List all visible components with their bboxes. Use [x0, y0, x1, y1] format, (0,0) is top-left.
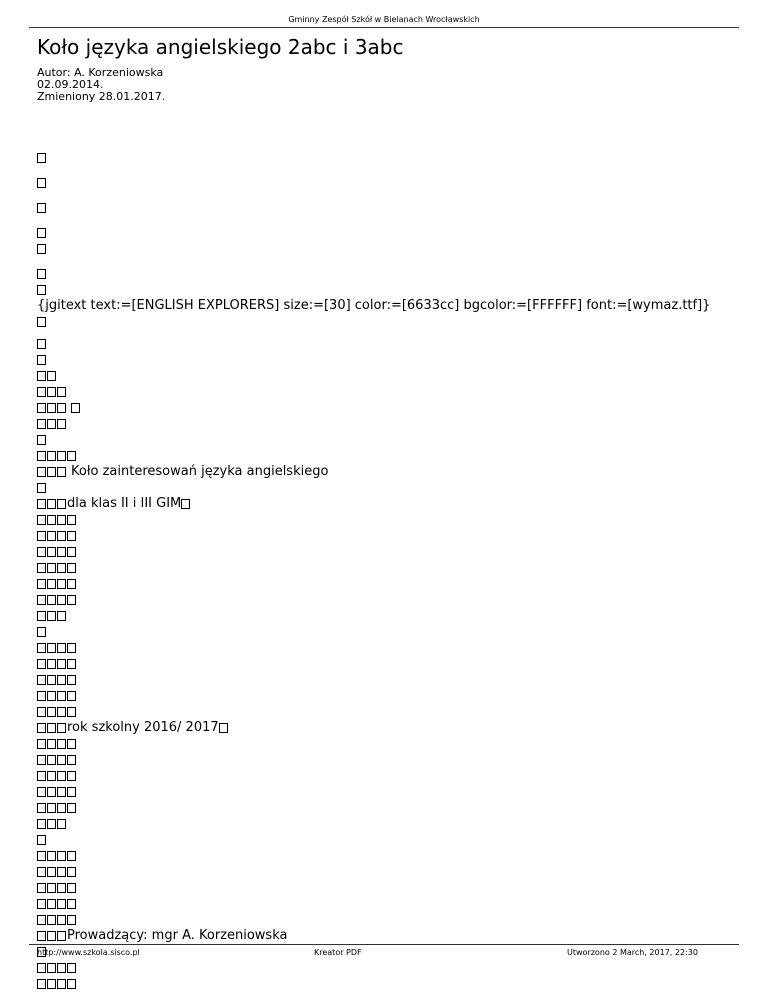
glyph-line: [37, 608, 710, 624]
missing-glyph-icon: [37, 499, 46, 509]
missing-glyph-icon: [37, 675, 46, 685]
missing-glyph-icon: [47, 595, 56, 605]
date-line: 02.09.2014.: [37, 78, 104, 91]
classes-line: [37, 496, 710, 512]
missing-glyph-icon: [37, 515, 46, 525]
missing-glyph-icon: [37, 611, 46, 621]
missing-glyph-icon: [47, 819, 56, 829]
missing-glyph-icon: [47, 787, 56, 797]
missing-glyph-icon: [47, 691, 56, 701]
missing-glyph-icon: [57, 819, 66, 829]
missing-glyph-icon: [67, 899, 76, 909]
missing-glyph-icon: [219, 723, 228, 733]
modified-line: Zmieniony 28.01.2017.: [37, 90, 166, 103]
missing-glyph-icon: [47, 883, 56, 893]
author-line: Autor: A. Korzeniowska: [37, 66, 164, 79]
club-name: Koło zainteresowań języka angielskiego: [71, 464, 329, 479]
page-header: Gminny Zespół Szkół w Bielanach Wrocławskich: [288, 15, 480, 24]
missing-glyph-icon: [47, 499, 56, 509]
missing-glyph-icon: [67, 707, 76, 717]
missing-glyph-icon: [57, 771, 66, 781]
missing-glyph-icon: [37, 467, 46, 477]
missing-glyph-icon: [57, 899, 66, 909]
missing-glyph-icon: [37, 739, 46, 749]
glyph-line: [37, 448, 710, 464]
missing-glyph-icon: [67, 675, 76, 685]
missing-glyph-icon: [47, 915, 56, 925]
glyph-line: [37, 544, 710, 560]
missing-glyph-icon: [37, 285, 46, 295]
school-year-line: [37, 720, 710, 736]
missing-glyph-icon: [37, 531, 46, 541]
glyph-line: [37, 960, 710, 976]
missing-glyph-icon: [57, 595, 66, 605]
missing-glyph-icon: [67, 563, 76, 573]
glyph-line: [37, 752, 710, 768]
missing-glyph-icon: [57, 691, 66, 701]
missing-glyph-icon: [37, 835, 46, 845]
glyph-line: [37, 266, 710, 282]
missing-glyph-icon: [47, 387, 56, 397]
club-name-line: [37, 464, 710, 480]
missing-glyph-icon: [67, 451, 76, 461]
missing-glyph-icon: [47, 771, 56, 781]
glyph-line: [37, 352, 710, 368]
missing-glyph-icon: [37, 803, 46, 813]
missing-glyph-icon: [47, 867, 56, 877]
missing-glyph-icon: [37, 643, 46, 653]
school-year-text: rok szkolny 2016/ 2017: [67, 720, 219, 735]
glyph-line: [37, 688, 710, 704]
glyph-line: [37, 576, 710, 592]
missing-glyph-icon: [57, 803, 66, 813]
missing-glyph-icon: [57, 867, 66, 877]
missing-glyph-icon: [67, 547, 76, 557]
missing-glyph-icon: [37, 627, 46, 637]
glyph-line: [37, 784, 710, 800]
missing-glyph-icon: [67, 867, 76, 877]
missing-glyph-icon: [57, 531, 66, 541]
glyph-line: [37, 832, 710, 848]
glyph-line: [37, 432, 710, 448]
missing-glyph-icon: [57, 387, 66, 397]
missing-glyph-icon: [47, 403, 56, 413]
missing-glyph-icon: [37, 355, 46, 365]
missing-glyph-icon: [47, 755, 56, 765]
glyph-line: [37, 241, 710, 257]
glyph-line: [37, 314, 710, 330]
missing-glyph-icon: [57, 499, 66, 509]
missing-glyph-icon: [57, 883, 66, 893]
missing-glyph-icon: [37, 691, 46, 701]
glyph-line: [37, 416, 710, 432]
missing-glyph-icon: [37, 963, 46, 973]
page-title: Koło języka angielskiego 2abc i 3abc: [37, 35, 404, 59]
missing-glyph-icon: [47, 467, 56, 477]
missing-glyph-icon: [37, 659, 46, 669]
missing-glyph-icon: [37, 563, 46, 573]
teacher-text: Prowadzący: mgr A. Korzeniowska: [67, 928, 288, 943]
glyph-line: [37, 400, 710, 416]
missing-glyph-icon: [47, 547, 56, 557]
missing-glyph-icon: [67, 771, 76, 781]
glyph-line: [37, 368, 710, 384]
missing-glyph-icon: [71, 403, 80, 413]
glyph-line: [37, 768, 710, 784]
header-divider: [29, 27, 739, 28]
glyph-line: [37, 624, 710, 640]
missing-glyph-icon: [57, 915, 66, 925]
missing-glyph-icon: [47, 563, 56, 573]
missing-glyph-icon: [67, 883, 76, 893]
missing-glyph-icon: [37, 867, 46, 877]
glyph-line: [37, 528, 710, 544]
missing-glyph-icon: [47, 851, 56, 861]
glyph-line: [37, 656, 710, 672]
missing-glyph-icon: [37, 339, 46, 349]
glyph-line: [37, 896, 710, 912]
missing-glyph-icon: [57, 403, 66, 413]
missing-glyph-icon: [47, 723, 56, 733]
missing-glyph-icon: [47, 579, 56, 589]
missing-glyph-icon: [57, 467, 66, 477]
missing-glyph-icon: [37, 451, 46, 461]
missing-glyph-icon: [37, 915, 46, 925]
glyph-line: [37, 384, 710, 400]
glyph-line: [37, 736, 710, 752]
missing-glyph-icon: [37, 269, 46, 279]
missing-glyph-icon: [57, 643, 66, 653]
missing-glyph-icon: [67, 851, 76, 861]
missing-glyph-icon: [37, 483, 46, 493]
missing-glyph-icon: [47, 531, 56, 541]
missing-glyph-icon: [57, 419, 66, 429]
missing-glyph-icon: [47, 963, 56, 973]
missing-glyph-icon: [47, 803, 56, 813]
missing-glyph-icon: [67, 787, 76, 797]
missing-glyph-icon: [67, 979, 76, 989]
missing-glyph-icon: [37, 787, 46, 797]
missing-glyph-icon: [37, 317, 46, 327]
missing-glyph-icon: [57, 931, 66, 941]
footer-creator: Kreator PDF: [314, 948, 362, 957]
missing-glyph-icon: [47, 899, 56, 909]
missing-glyph-icon: [37, 899, 46, 909]
missing-glyph-icon: [47, 451, 56, 461]
missing-glyph-icon: [37, 387, 46, 397]
glyph-line: [37, 200, 710, 216]
missing-glyph-icon: [57, 755, 66, 765]
glyph-line: [37, 282, 710, 298]
glyph-line: [37, 175, 710, 191]
missing-glyph-icon: [47, 611, 56, 621]
glyph-line: [37, 560, 710, 576]
missing-glyph-icon: [37, 755, 46, 765]
missing-glyph-icon: [37, 707, 46, 717]
missing-glyph-icon: [47, 675, 56, 685]
missing-glyph-icon: [37, 819, 46, 829]
missing-glyph-icon: [67, 531, 76, 541]
missing-glyph-icon: [47, 931, 56, 941]
missing-glyph-icon: [47, 707, 56, 717]
missing-glyph-icon: [47, 515, 56, 525]
missing-glyph-icon: [57, 675, 66, 685]
missing-glyph-icon: [37, 851, 46, 861]
missing-glyph-icon: [47, 371, 56, 381]
missing-glyph-icon: [57, 563, 66, 573]
classes-text: dla klas II i III GIM: [67, 496, 182, 511]
glyph-line: [37, 848, 710, 864]
glyph-line: [37, 976, 710, 992]
glyph-line: [37, 150, 710, 166]
missing-glyph-icon: [37, 979, 46, 989]
missing-glyph-icon: [37, 419, 46, 429]
jgitext-tag: {jgitext text:=[ENGLISH EXPLORERS] size:=[30] color:=[6633cc] bgcolor:=[FFFFFF] font:=[wymaz.ttf]}: [37, 298, 711, 313]
missing-glyph-icon: [47, 739, 56, 749]
missing-glyph-icon: [37, 403, 46, 413]
missing-glyph-icon: [37, 228, 46, 238]
missing-glyph-icon: [67, 915, 76, 925]
missing-glyph-icon: [57, 739, 66, 749]
glyph-line: [37, 800, 710, 816]
article-body: [37, 150, 710, 992]
missing-glyph-icon: [67, 515, 76, 525]
missing-glyph-icon: [67, 803, 76, 813]
glyph-line: [37, 704, 710, 720]
glyph-line: [37, 225, 710, 241]
teacher-line: [37, 928, 710, 944]
glyph-line: [37, 816, 710, 832]
article-meta: [37, 67, 165, 103]
glyph-line: [37, 880, 710, 896]
footer-created: Utworzono 2 March, 2017, 22:30: [567, 948, 698, 957]
missing-glyph-icon: [37, 931, 46, 941]
glyph-line: [37, 480, 710, 496]
missing-glyph-icon: [57, 451, 66, 461]
glyph-line: [37, 640, 710, 656]
missing-glyph-icon: [37, 244, 46, 254]
glyph-line: [37, 336, 710, 352]
missing-glyph-icon: [37, 178, 46, 188]
missing-glyph-icon: [57, 723, 66, 733]
missing-glyph-icon: [57, 851, 66, 861]
missing-glyph-icon: [47, 419, 56, 429]
missing-glyph-icon: [37, 203, 46, 213]
missing-glyph-icon: [67, 659, 76, 669]
missing-glyph-icon: [37, 595, 46, 605]
missing-glyph-icon: [181, 499, 190, 509]
missing-glyph-icon: [47, 659, 56, 669]
glyph-line: [37, 864, 710, 880]
missing-glyph-icon: [37, 153, 46, 163]
missing-glyph-icon: [57, 659, 66, 669]
missing-glyph-icon: [67, 755, 76, 765]
missing-glyph-icon: [47, 979, 56, 989]
glyph-line: [37, 512, 710, 528]
missing-glyph-icon: [37, 771, 46, 781]
missing-glyph-icon: [47, 643, 56, 653]
missing-glyph-icon: [57, 707, 66, 717]
footer-url[interactable]: http://www.szkola.sisco.pl: [37, 948, 140, 957]
glyph-line: [37, 912, 710, 928]
missing-glyph-icon: [37, 579, 46, 589]
footer-divider: [29, 944, 739, 945]
missing-glyph-icon: [57, 787, 66, 797]
missing-glyph-icon: [57, 579, 66, 589]
missing-glyph-icon: [67, 579, 76, 589]
missing-glyph-icon: [67, 643, 76, 653]
missing-glyph-icon: [67, 595, 76, 605]
glyph-line: [37, 672, 710, 688]
missing-glyph-icon: [57, 963, 66, 973]
missing-glyph-icon: [67, 739, 76, 749]
glyph-line: [37, 592, 710, 608]
missing-glyph-icon: [37, 883, 46, 893]
missing-glyph-icon: [67, 963, 76, 973]
missing-glyph-icon: [67, 691, 76, 701]
missing-glyph-icon: [37, 547, 46, 557]
missing-glyph-icon: [37, 723, 46, 733]
missing-glyph-icon: [57, 515, 66, 525]
missing-glyph-icon: [57, 547, 66, 557]
missing-glyph-icon: [37, 371, 46, 381]
missing-glyph-icon: [57, 611, 66, 621]
missing-glyph-icon: [37, 435, 46, 445]
missing-glyph-icon: [57, 979, 66, 989]
